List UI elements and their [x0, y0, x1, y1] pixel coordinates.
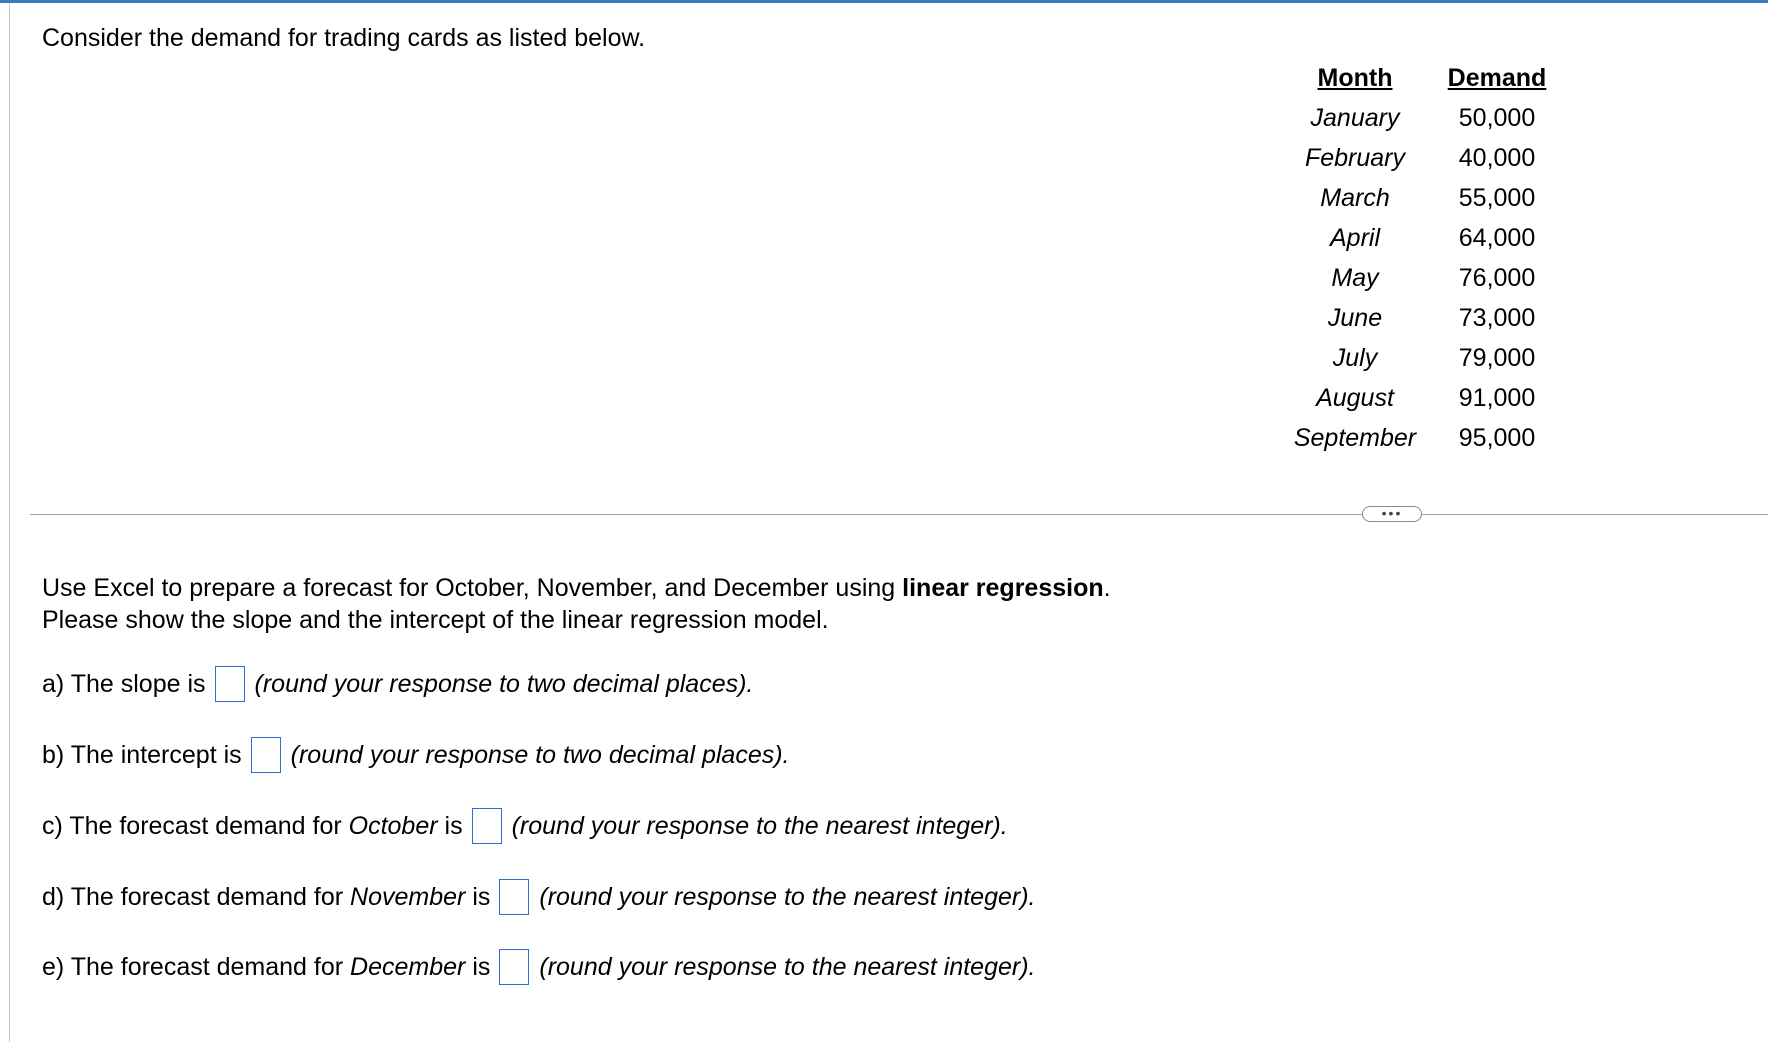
instructions-line-2: Please show the slope and the intercept of the linear regression model.	[42, 606, 829, 634]
question-e-post: is	[465, 952, 491, 981]
table-row	[1280, 219, 1564, 259]
table-row	[1280, 139, 1564, 179]
month-cell: February	[1304, 144, 1406, 172]
demand-cell: 55,000	[1458, 184, 1536, 212]
demand-cell: 40,000	[1458, 144, 1536, 172]
demand-cell: 76,000	[1458, 264, 1536, 292]
question-c-pre: c) The forecast demand for	[42, 811, 349, 840]
intro-text: Consider the demand for trading cards as listed below.	[42, 24, 646, 52]
question-a-note: (round your response to two decimal places).	[254, 669, 754, 698]
question-c-post: is	[437, 811, 463, 840]
table-row	[1280, 379, 1564, 419]
question-d-post: is	[465, 882, 491, 911]
demand-table	[1280, 58, 1564, 459]
question-b	[42, 737, 790, 773]
instructions	[42, 572, 1111, 636]
question-b-note: (round your response to two decimal places).	[290, 740, 790, 769]
december-forecast-input[interactable]	[499, 949, 529, 985]
table-row	[1280, 99, 1564, 139]
month-cell: April	[1329, 224, 1380, 252]
month-cell: August	[1316, 384, 1394, 412]
table-row	[1280, 299, 1564, 339]
demand-cell: 50,000	[1458, 104, 1536, 132]
demand-cell: 64,000	[1458, 224, 1536, 252]
question-e-pre: e) The forecast demand for	[42, 952, 351, 981]
month-cell: March	[1320, 184, 1390, 212]
month-header: Month	[1317, 64, 1393, 92]
question-c-note: (round your response to the nearest integer).	[511, 811, 1008, 840]
question-a	[42, 666, 753, 702]
month-cell: May	[1331, 264, 1379, 292]
question-c	[42, 808, 1008, 844]
table-row	[1280, 339, 1564, 379]
table-header-row	[1280, 58, 1564, 99]
question-d-month: November	[350, 882, 466, 911]
top-accent-bar	[0, 0, 1768, 3]
question-d-note: (round your response to the nearest integer).	[539, 882, 1036, 911]
instructions-bold-term: linear regression	[902, 574, 1104, 602]
question-e	[42, 949, 1036, 985]
month-cell: January	[1310, 104, 1400, 132]
month-cell: September	[1293, 424, 1417, 452]
demand-header: Demand	[1447, 64, 1547, 92]
question-d-pre: d) The forecast demand for	[42, 882, 351, 911]
question-e-note: (round your response to the nearest integer).	[539, 952, 1036, 981]
question-c-month: October	[348, 811, 438, 840]
instructions-line-1	[42, 572, 1111, 604]
intercept-answer-input[interactable]	[251, 737, 281, 773]
month-cell: July	[1332, 344, 1378, 372]
expand-more-button[interactable]: •••	[1362, 506, 1422, 522]
question-d	[42, 879, 1036, 915]
month-cell: June	[1327, 304, 1383, 332]
table-row	[1280, 419, 1564, 459]
demand-cell: 95,000	[1458, 424, 1536, 452]
november-forecast-input[interactable]	[499, 879, 529, 915]
table-row	[1280, 259, 1564, 299]
question-a-label: a) The slope is	[42, 669, 206, 698]
question-e-month: December	[350, 952, 466, 981]
instructions-text: Use Excel to prepare a forecast for October, November, and December using	[42, 574, 903, 602]
instructions-period: .	[1103, 574, 1111, 602]
question-b-label: b) The intercept is	[42, 740, 242, 769]
october-forecast-input[interactable]	[472, 808, 502, 844]
section-divider	[30, 514, 1768, 515]
demand-cell: 79,000	[1458, 344, 1536, 372]
left-border	[9, 3, 10, 1042]
table-row	[1280, 179, 1564, 219]
slope-answer-input[interactable]	[215, 666, 245, 702]
demand-cell: 73,000	[1458, 304, 1536, 332]
demand-cell: 91,000	[1458, 384, 1536, 412]
